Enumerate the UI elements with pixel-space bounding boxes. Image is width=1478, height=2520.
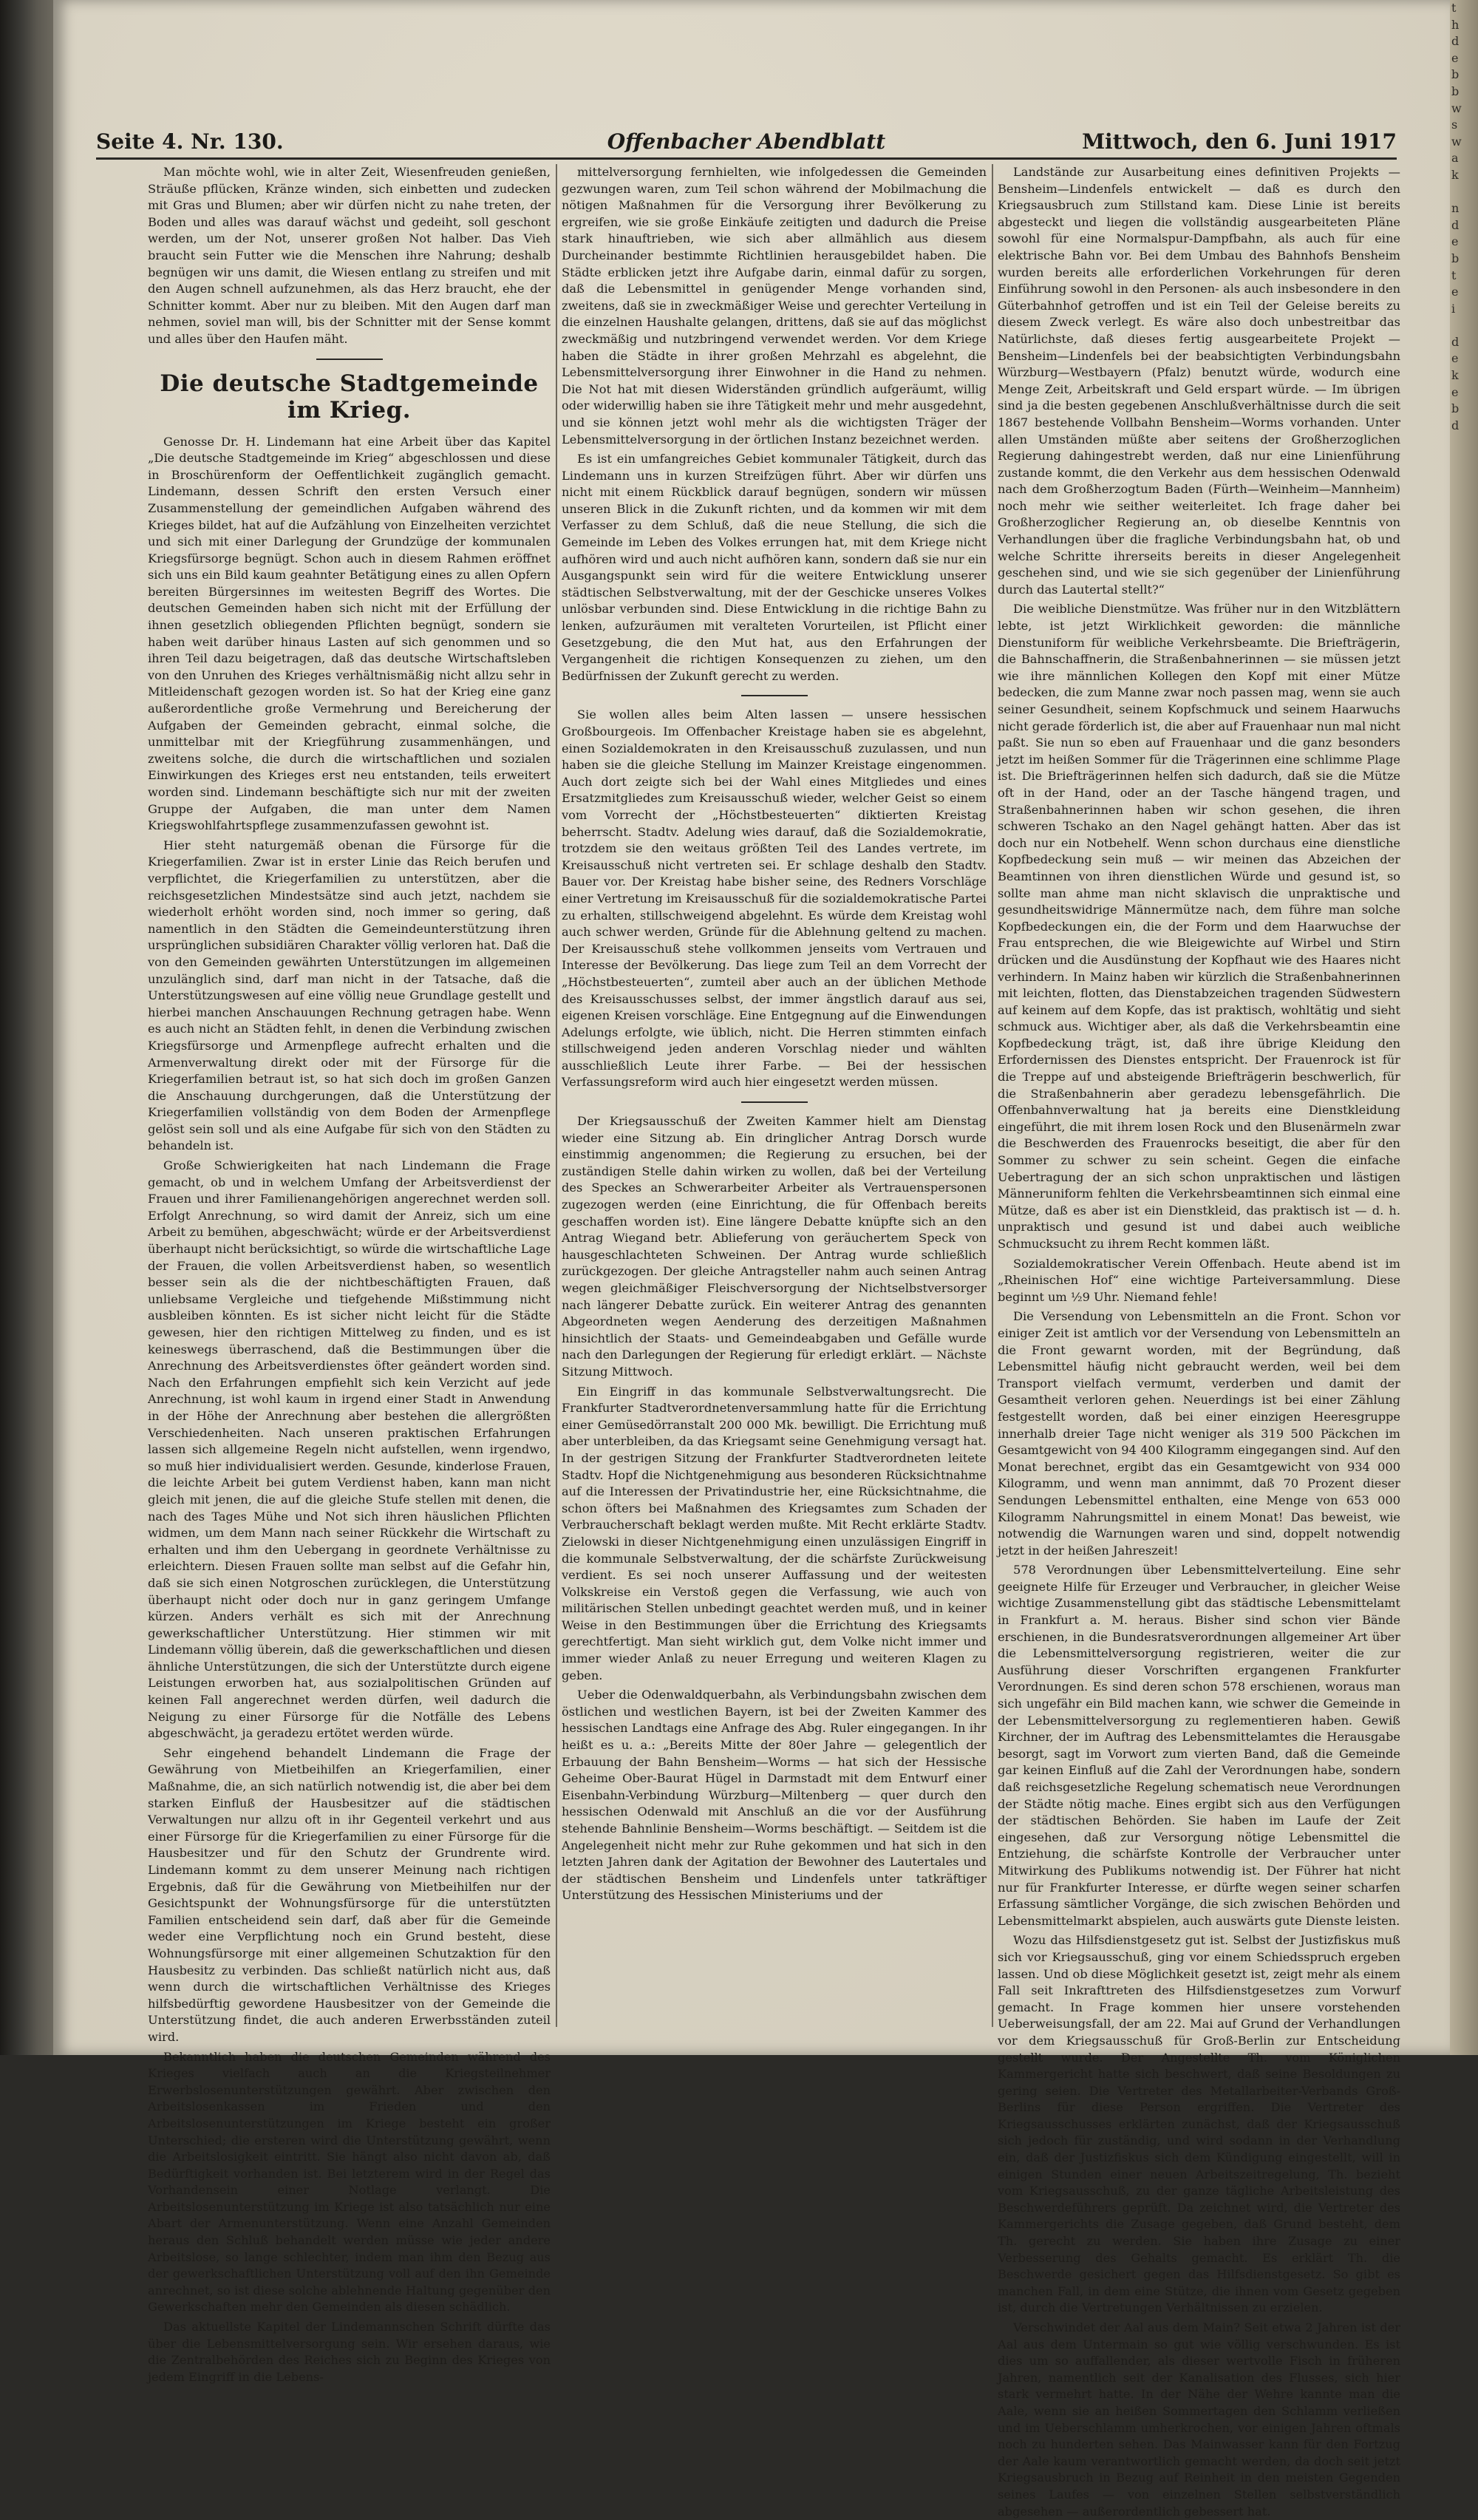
article-separator <box>316 359 383 360</box>
column-1 <box>148 164 551 2384</box>
article-text: Hier steht naturgemäß obenan die Fürsorge für die Kriegerfamilien. Zwar ist in erster Linie das Reich berufen und verpflichtet, die Kriegerfamilien zu unterstützen, aber die reichsgesetzlichen Mindestsätze sind auch jetzt, nachdem sie wiederholt erhöht worden sind, noch immer so gering, daß namentlich in den Städten die Gemeindeunterstützung ihren ursprünglichen subsidiären Charakter völlig verloren hat. Daß die von den Gemeinden gewährten Unterstützungen im allgemeinen unzulänglich sind, darf man nicht in der Tatsache, daß die Unterstützungswesen auf eine völlig neue Grundlage gestellt und hierbei manchen Anschauungen Rechnung getragen habe. Wenn es auch nicht an Städten fehlt, in denen die Verbindung zwischen Kriegsfürsorge und Armenpflege aufrecht erhalten und die Armenverwaltung direkt oder mit der Fürsorge für die Kriegerfamilien betraut ist, so hat sich doch im großen Ganzen die Anschauung durchgerungen, daß die Unterstützung der Kriegerfamilien vollständig von dem Boden der Armenpflege gelöst sein soll und als eine Aufgabe für sich von den Städten zu behandeln ist. <box>148 838 551 1153</box>
article-text: Sie wollen alles beim Alten lassen — unsere hessischen Großbourgeois. Im Offenbacher Kreistage haben sie es abgelehnt, einen Sozialdemokraten in den Kreisausschuß zuzulassen, und nun haben sie die gleiche Stellung im Mainzer Kreistage eingenommen. Auch dort zeigte sich bei der Wahl eines Mitgliedes und eines Ersatzmitgliedes zum Kreisausschuß wieder, welcher Geist so einem vom Vorrecht der „Höchstbesteuerten“ diktierten Kreistag beherrscht. Stadtv. Adelung wies darauf, daß die Sozialdemokratie, trotzdem sie den weitaus größten Teil des Landes vertrete, im Kreisausschuß nicht vertreten sei. Er schlage deshalb den Stadtv. Bauer vor. Der Kreistag habe bisher seine, des Redners Vorschläge einer Vertretung im Kreisausschuß für die sozialdemokratische Partei zu erhalten, stillschweigend abgelehnt. Es würde dem Kreistag wohl auch schwer werden, Gründe für die Ablehnung geltend zu machen. Der Kreisausschuß stehe vollkommen jenseits vom Vertrauen und Interesse der Bevölkerung. Das liege zum Teil an dem Vorrecht der „Höchstbesteuerten“, zumteil aber auch an der üblichen Methode des Kreisausschusses selbst, der immer ängstlich darauf aus sei, eigenen Kreisen vorschläge. Eine Entgegnung auf die Einwendungen Adelungs erfolgte, wie üblich, nicht. Die Herren stimmten einfach stillschweigend jeden anderen Vorschlag nieder und wählten ausschließlich Leute ihrer Farbe. — Bei der hessischen Verfassungsreform wird auch hier eingesetzt werden müssen. <box>562 707 987 1090</box>
article-text: Wozu das Hilfsdienstgesetz gut ist. Selbst der Justizfiskus muß sich vor Kriegsausschuß, ging vor einem Schiedsspruch ergeben lassen. Und ob diese Möglichkeit gesetzt ist, zeigt mehr als einem Fall seit Inkrafttreten des Hilfsdienstgesetzes zum Vorwurf gemacht. In Frage kommen hier unsere vorstehenden Ueberweisungsfall, der am 22. Mai auf Grund der Verhandlungen vor dem Kriegsausschuß für Groß-Berlin zur Entscheidung gestellt wurde. Der Angestellte Th. vom Königlichen Kammergericht hatte sich beschwert, daß seine Besoldungen zu gering seien. Die Vertreter des Metallarbeiter-Verbands Groß-Berlins für diese Person ergriffen. Die Vertreter des Kriegsausschusses erklärten zunächst, daß der Kriegsausschuß sich jedoch für zuständig, und wird sodann in der Verhandlung ein, daß der Justizfiskus sich dem Kündigung eingestellt, will in einigen Stunden einer neuen Arbeitszeitregelung, Th. bezieht vom Kriegsausschuß, zu der ganze tägliche Arbeitsleistung des Beschwerdeführers geprüft. Da zeichnet wird, die Vertreter des Kammergerichts die Zusage gegeben, daß Grund besteht, dem Th. gerecht zu werden. Sie haben ihre Zusage zu einer Verbesserung des Gehalts gemacht. Es erklärt Th. die Beschwerde gesichert gegen das Hilfsdienstgesetz. So gibt es manchen Fall, in dem eine Stütze, die ihnen vom Gesetz gegeben ist, durch die Vertretungen Verhältnissen zu erzielen. <box>998 1933 1400 2315</box>
article-text: Genosse Dr. H. Lindemann hat eine Arbeit über das Kapitel „Die deutsche Stadtgemeinde im Krieg“ abgeschlossen und diese in Broschürenform der Oeffentlichkeit zugänglich gemacht. Lindemann, dessen Schrift den ersten Versuch einer Zusammenstellung der gemeindlichen Aufgaben während des Krieges bildet, hat auf die Aufzählung von Einzelheiten verzichtet und sich mit einer Darlegung der Grundzüge der kommunalen Kriegsfürsorge begnügt. Schon auch in diesem Rahmen eröffnet sich uns ein Bild kaum geahnter Betätigung eines zu allen Opfern bereiten Bürgersinnes im weitesten Begriff des Wortes. Die deutschen Gemeinden haben sich nicht mit der Erfüllung der ihnen gesetzlich obliegenden Pflichten begnügt, sondern sie haben weit darüber hinaus Lasten auf sich genommen und so ihren Teil dazu beigetragen, daß das deutsche Wirtschaftsleben von den Unruhen des Krieges verhältnismäßig nicht allzu sehr in Mitleidenschaft gezogen worden ist. So hat der Krieg eine ganz außerordentliche große Vermehrung und Bereicherung der Aufgaben der Gemeinden gebracht, einmal solche, die unmittelbar mit der Kriegführung zusammenhängen, und zweitens solche, die durch die wirtschaftlichen und sozialen Einwirkungen des Krieges erst neu entstanden, teils erweitert worden sind. Lindemann beschäftigte sich nur mit der zweiten Gruppe der Aufgaben, die man unter dem Namen Kriegswohlfahrtspflege zusammenzufassen gewohnt ist. <box>148 434 551 833</box>
article-text: mittelversorgung fernhielten, wie infolgedessen die Gemeinden gezwungen waren, zum Teil schon während der Mobilmachung die nötigen Maßnahmen für die Versorgung ihrer Bevölkerung zu ergreifen, wie sie große Einkäufe zeitigten und dadurch die Preise stark hinauftrieben, wie sich aber allmählich aus diesem Durcheinander bestimmte Richtlinien herausgebildet haben. Die Städte erblicken jetzt ihre Aufgabe darin, einmal dafür zu sorgen, daß die Lebensmittel in genügender Menge vorhanden sind, zweitens, daß sie in zweckmäßiger Weise und gerechter Verteilung in die einzelnen Haushalte gelangen, drittens, daß sie auf das möglichst zweckmäßig und nutzbringend verwendet werden. Vor dem Kriege haben die Städte in ihrer großen Mehrzahl es abgelehnt, die Lebensmittelversorgung ihrer Einwohner in die Hand zu nehmen. Die Not hat mit diesen Widerständen gründlich aufgeräumt, willig oder widerwillig haben sie ihre Tätigkeit mehr und mehr ausgedehnt, und sie können jetzt wohl mehr als die wichtigsten Träger der Lebensmittelversorgung in der örtlichen Instanz bezeichnet werden. <box>562 165 987 446</box>
article-text: Bekanntlich haben die deutschen Gemeinden während des Krieges vielfach auch an die Kriegsteilnehmer Erwerbslosenunterstützungen gewährt. Aber zwischen den Arbeitslosenkassen im Frieden und den Arbeitslosenunterstützungen im Kriege besteht ein großer Unterschied; die ersteren wird die Unterstützung gewährt, wenn die Arbeitslosigkeit eintritt. Sie hängt also nicht davon ab, daß Bedürftigkeit vorhanden ist. Bei letzterem wird in der Regel das Vorhandensein einer Notlage verlangt. Die Arbeitslosenunterstützung im Kriege ist also tatsächlich nur eine Abart der Armenunterstützung. Wenn eine Anzahl Gemeinden heraus den Schluß behandelt werden müsse wie jeder andere Arbeitslose, so lange schlechter, indem man ihm den Bezug aus der gewerkschaftlichen Unterstützung voll auf den ihn Gemeinde anrechnet, so ist diese solche ablehnende Haltung gegenüber den Gewerkschaften mehr den Gemeinden als diesen schädlich. <box>148 2049 551 2314</box>
article-text: 578 Verordnungen über Lebensmittelverteilung. Eine sehr geeignete Hilfe für Erzeuger und Verbraucher, in gleicher Weise wichtige Zusammenstellung gibt das städtische Lebensmittelamt in Frankfurt a. M. heraus. Bisher sind schon vier Bände erschienen, in die Bundesratsverordnungen allgemeiner Art über die Lebensmittelversorgung registrieren, weiter die zur Ausführung dieser Vorschriften ergangenen Frankfurter Verordnungen. Es sind deren schon 578 erschienen, woraus man sich ungefähr ein Bild machen kann, wie schwer die Gemeinde in der Lebensmittelversorgung zu reglementieren haben. Gewiß Kirchner, der im Auftrag des Lebensmittelamtes die Herausgabe besorgt, sagt im Vorwort zum vierten Band, daß die Gemeinde gar keinen Einfluß auf die Zahl der Verordnungen habe, sondern daß reichsgesetzliche Regelung schematisch neue Verordnungen der Städte nötig mache. Eines ergibt sich aus den Verfügungen der städtischen Behörden. Sie haben im Laufe der Zeit eingesehen, daß zur Versorgung nötige Lebensmittel die Entziehung, die schärfste Kontrolle der Verbraucher unter Mitwirkung des Publikums notwendig ist. Der Führer hat nicht nur für Frankfurter Interesse, er dürfte wegen seiner scharfen Erfassung sämtlicher Vorgänge, die sich zwischen Behörden und Lebensmittelmarkt abspielen, auch auswärts gute Dienste leisten. <box>998 1563 1400 1928</box>
masthead: Offenbacher Abendblatt <box>607 129 886 154</box>
column-divider <box>992 164 993 2027</box>
article-text: Sozialdemokratischer Verein Offenbach. Heute abend ist im „Rheinischen Hof“ eine wichtige Parteiversammlung. Diese beginnt um ½9 Uhr. Niemand fehle! <box>998 1256 1400 1304</box>
page-header <box>96 129 1397 159</box>
article-separator <box>741 1101 808 1103</box>
article-text: Der Kriegsausschuß der Zweiten Kammer hielt am Dienstag wieder eine Sitzung ab. Ein dringlicher Antrag Dorsch wurde einstimmig angenommen; die Regierung zu ersuchen, bei der zuständigen Stelle dahin wirken zu wollen, daß bei der Verteilung des Speckes an Schwerarbeiter Arbeiter als Vertrauenspersonen zugezogen werden (eine Einrichtung, die für Offenbach bereits geschaffen worden ist). Eine längere Debatte knüpfte sich an den Antrag Wiegand betr. Ablieferung von geräuchertem Speck von hausgeschlachteten Schweinen. Der Antrag wurde schließlich zurückgezogen. Der gleiche Antragsteller nahm auch seinen Antrag wegen gleichmäßiger Fleischversorgung der Nichtselbstversorger nach längerer Debatte zurück. Ein weiterer Antrag des genannten Abgeordneten wegen Aenderung des derzeitigen Maßnahmen hinsichtlich der Staats- und Gemeindeabgaben und Gefälle wurde nach den Darlegungen der Regierung für erledigt erklärt. — Nächste Sitzung Mittwoch. <box>562 1114 987 1379</box>
book-binding <box>0 0 53 2055</box>
adjacent-page-fragment: t h d e b b w s w a k n d e b t e i d e k e b d <box>1451 1 1462 432</box>
article-text: Ueber die Odenwaldquerbahn, als Verbindungsbahn zwischen dem östlichen und westlichen Bayern, ist bei der Zweiten Kammer des hessischen Landtags eine Anfrage des Abg. Ruler eingegangen. In ihr heißt es u. a.: „Bereits Mitte der 80er Jahre — gelegentlich der Erbauung der Bahn Bensheim—Worms — hat sich der Hessische Geheime Ober-Baurat Hügel in Darmstadt mit dem Entwurf einer Eisenbahn-Verbindung Würzburg—Miltenberg — quer durch den hessischen Odenwald mit Anschluß an die vor der Ausführung stehende Bahnlinie Bensheim—Worms beschäftigt. — Seitdem ist die Angelegenheit nicht mehr zur Ruhe gekommen und hat sich in den letzten Jahren dank der Agitation der Bewohner des Lautertales und der städtischen Bensheim und Lindenfels unter tatkräftiger Unterstützung des Hessischen Ministeriums und der <box>562 1688 987 1903</box>
article-text: Das aktuellste Kapitel der Lindemannschen Schrift dürfte das über die Lebensmittelversorgung sein. Wir ersehen daraus, wie die Zentralbehörden des Reiches sich zu Beginn des Krieges von jedem Eingriff in die Lebens- <box>148 2320 551 2384</box>
article-text: Es ist ein umfangreiches Gebiet kommunaler Tätigkeit, durch das Lindemann uns in kurzen Streifzügen führt. Aber wir dürfen uns nicht mit einem Rückblick darauf begnügen, sondern wir müssen unseren Blick in die Zukunft richten, und da kommen wir mit dem Verfasser zu dem Schluß, daß die neue Stellung, die sich die Gemeinde im Leben des Volkes errungen hat, mit dem Kriege nicht aufhören wird und auch nicht aufhören kann, sondern daß sie nur ein Ausgangspunkt sein wird für die weitere Entwicklung unserer städtischen Selbstverwaltung, mit der der Geschicke unseres Volkes unlösbar verbunden sind. Diese Entwicklung in die richtige Bahn zu lenken, aufzuräumen mit veralteten Vorurteilen, ist Pflicht einer Gesetzgebung, die den Mut hat, aus den Erfahrungen der Vergangenheit die richtigen Konsequenzen zu ziehen, um den Bedürfnissen der Zukunft gerecht zu werden. <box>562 452 987 683</box>
article-text: Die Versendung von Lebensmitteln an die Front. Schon vor einiger Zeit ist amtlich vor der Versendung von Lebensmitteln an die Front gewarnt worden, mit der Begründung, daß Lebensmittel häufig nicht gebraucht werden, weil bei dem Transport vielfach vermumt, verderben und damit der Gesamtheit verloren gehen. Neuerdings ist bei einer Zählung festgestellt worden, daß bei einer einzigen Heeresgruppe innerhalb dreier Tage nicht weniger als 319 500 Päckchen im Gesamtgewicht von 94 400 Kilogramm eingegangen sind. Auf den Monat berechnet, ergibt das ein Gesamtgewicht von 934 000 Kilogramm, und wenn man annimmt, daß 70 Prozent dieser Sendungen Lebensmittel enthalten, eine Menge von 653 000 Kilogramm Nahrungsmittel in einem Monat! Das beweist, wie notwendig die Warnungen waren und sind, doppelt notwendig jetzt in der heißen Jahreszeit! <box>998 1309 1400 1558</box>
article-headline: Die deutsche Stadtgemeinde im Krieg. <box>160 370 539 424</box>
article-text: Die weibliche Dienstmütze. Was früher nur in den Witzblättern lebte, ist jetzt Wirklichkeit geworden: die männliche Dienstuniform für weibliche Verkehrsbeamte. Die Briefträgerin, die Bahnschaffnerin, die Straßenbahnerinnen — sie müssen jetzt wie ihre männlichen Kollegen den Kopf mit einer Mütze bedecken, die zum Manne zwar noch passen mag, wenn sie auch seiner Gesundheit, seinem Kopfschmuck und seinem Haarwuchs nicht gerade förderlich ist, die aber auf Frauenhaar nun mal nicht paßt. Sie nun so eben auf Frauenhaar und die ganz besonders jetzt im heißen Sommer für die Trägerinnen eine schlimme Plage ist. Die Briefträgerinnen helfen sich dadurch, daß sie die Mütze oft in der Hand, oder an der Tasche hängend tragen, und Straßenbahnerinnen haben wir schon gesehen, die ihren schweren Tschako an den Nagel gehängt hatten. Aber das ist doch nur ein Notbehelf. Wenn schon durchaus eine dienstliche Kopfbedeckung sein muß — wir meinen das Abzeichen der Beamtinnen von ihren dienstlichen Würde und gesund ist, so sollte man ahme man nicht sklavisch die unpraktische und gesundheitswidrige Männermütze nach, dem führe man solche Kopfbedeckungen ein, die der Form und dem Haarwuchse der Frau entsprechen, die wie Bleigewichte auf Wirbel und Stirn drücken und die Ausdünstung der Kopfhaut wie des Haares nicht verhindern. In Mainz haben wir kürzlich die Straßenbahnerinnen mit leichten, flotten, das Dienstabzeichen tragenden Südwestern auf keinem auf dem Kopfe, das ist praktisch, wohltätig und sieht schmuck aus. Wichtiger aber, als daß die Verkehrsbeamtin eine Kopfbedeckung trägt, ist, daß ihre übrige Kleidung den Erfordernissen des Dienstes entspricht. Der Frauenrock ist für die Treppe auf und absteigende Briefträgerin beschwerlich, für die Straßenbahnerin aber geradezu lebensgefährlich. Die Offenbahnverwaltung hat ja bereits eine Dienstkleidung eingeführt, die mit ihrem losen Rock und den Blusenärmeln zwar die Beschwerden des Frauenrocks beseitigt, die aber für den Sommer zu schwer zu sein scheint. Gegen die einfache Uebertragung der an sich schon unpraktischen und lästigen Männeruniform fehlten die Verkehrsbeamtinnen sich einmal eine Mütze, daß es aber ist ein Dienstkleid, das praktisch ist — d. h. unpraktisch und gesund ist und dabei auch weibliche Schmucksucht zu ihrem Recht kommen läßt. <box>998 602 1400 1251</box>
article-text: Ein Eingriff in das kommunale Selbstverwaltungsrecht. Die Frankfurter Stadtverordnetenversammlung hatte für die Errichtung einer Gemüsedörranstalt 200 000 Mk. bewilligt. Die Errichtung muß aber unterbleiben, da das Kriegsamt seine Genehmigung versagt hat. In der gestrigen Sitzung der Frankfurter Stadtverordneten leitete Stadtv. Hopf die Nichtgenehmigung aus besonderen Rücksichtnahme auf die Interessen der Privatindustrie her, eine Rücksichtnahme, die schon öfters bei Maßnahmen des Kriegsamtes zum Schaden der Verbraucherschaft beklagt werden mußte. Mit Recht erklärte Stadtv. Zielowski in dieser Nichtgenehmigung einen unzulässigen Eingriff in die kommunale Selbstverwaltung, der die schärfste Zurückweisung verdient. Es sei noch unserer Auffassung und der weitesten Volkskreise ein Verstoß gegen die Verfassung, wie auch von militärischen Stellen unbedingt geachtet werden muß, und in keiner Weise in den Bestimmungen über die Errichtung des Kriegsamts gerechtfertigt. Man sieht wirklich gut, dem Volke nicht immer und immer wieder Anlaß zu neuer Erregung und weiteren Klagen zu geben. <box>562 1384 987 1682</box>
issue-date: Mittwoch, den 6. Juni 1917 <box>1082 129 1397 154</box>
header-rule <box>96 157 1397 160</box>
article-text: Landstände zur Ausarbeitung eines definitiven Projekts — Bensheim—Lindenfels entwickelt — daß es durch den Kriegsausbruch zum Stillstand kam. Diese Linie ist bereits abgesteckt und liegen die vollständig ausgearbeiteten Pläne sowohl für eine Normalspur-Dampfbahn, als auch für eine elektrische Bahn vor. Bei dem Umbau des Bahnhofs Bensheim wurden bereits alle erforderlichen Vorkehrungen für deren Einführung sowohl in den Personen- als auch insbesondere in den Güterbahnhof getroffen und ist ein Teil der Geleise bereits zu diesem Zweck verlegt. Es wäre also doch unbestreitbar das Natürlichste, daß dieses fertig ausgearbeitete Projekt — Bensheim—Lindenfels bei der beabsichtigten Verbindungsbahn Würzburg—Westbayern (Pfalz) benutzt würde, wodurch eine Menge Zeit, Arbeitskraft und Geld erspart würde. — Im übrigen sind ja die besten gegebenen Anschlußverhältnisse durch die seit 1867 bestehende Vollbahn Bensheim—Worms vorhanden. Unter allen Umständen müßte aber seitens der Großherzoglichen Regierung dahingestrebt werden, daß nur eine Linienführung zustande kommt, die den Verkehr aus dem hessischen Odenwald nach dem Großherzogtum Baden (Fürth—Weinheim—Mannheim) noch mehr wie seither weiterleitet. Ich frage daher bei Großherzoglicher Regierung an, ob dieselbe Kenntnis von Verhandlungen über die fragliche Verbindungsbahn hat, ob und welche Schritte ihrerseits bereits in dieser Angelegenheit geschehen sind, und wie sie sich gegenüber der Linienführung durch das Lautertal stellt?“ <box>998 165 1400 597</box>
column-3 <box>998 164 1400 2519</box>
column-2 <box>562 164 987 2027</box>
column-divider <box>556 164 557 2027</box>
article-text: Sehr eingehend behandelt Lindemann die Frage der Gewährung von Mietbeihilfen an Kriegerfamilien, einer Maßnahme, die, an sich natürlich notwendig ist, die aber bei dem starken Einfluß der Hausbesitzer auf die städtischen Verwaltungen nur allzu oft in ihr Gegenteil verkehrt und aus einer Fürsorge für die Kriegerfamilien zu einer Fürsorge für die Hausbesitzer und für den Schutz der Grundrente wird. Lindemann kommt zu dem unserer Meinung nach richtigen Ergebnis, daß für die Gewährung von Mietbeihilfen nur der Gesichtspunkt der Wohnungsfürsorge für die unterstützten Familien entscheidend sein darf, daß aber für die Gemeinde weder eine Verpflichtung noch ein Grund besteht, diese Wohnungsfürsorge mit einer allgemeinen Schutzaktion für den Hausbesitz zu verbinden. Das schließt natürlich nicht aus, daß wenn durch die wirtschaftlichen Verhältnisse des Krieges hilfsbedürftig gewordene Hausbesitzer von der Gemeinde die Unterstützung findet, die auch anderen Erwerbsständen zuteil wird. <box>148 1745 551 2044</box>
article-text: Verschwindet der Aal aus dem Main? Seit etwa 2 Jahren ist der Aal aus dem Untermain so gut wie völlig verschwunden. Es ist dies um so auffallender, als dieser wertvolle Fisch in früheren Jahren, namentlich seit der Kanalisation des Flusses, sich hier stark vermehrt hatte. In der Nähe der Wehre kannte man die Aale, wenn sie an heißen Sommertagen den Schlamm verließen und im Ueberschlamm umherkrochen, vor einigen Jahren oftmals noch zu hunderten sehen. Das Mainwasser kann für den Fortzug der Aale kaum verantwortlich gemacht werden, da doch seit jetzt Kriegsausbruch in Bezug auf Reinheit in den meisten Gegenden seines Laufes — von einzelnen Stellen selbstverständlich abgesehen — außerordentlich gebessert hat. <box>998 2320 1400 2519</box>
article-text: Man möchte wohl, wie in alter Zeit, Wiesenfreuden genießen, Sträuße pflücken, Kränze winden, sich einbetten und zudecken mit Gras und Blumen; aber wir dürfen nicht zu nahe treten, der Boden und alles was darauf wächst und gedeiht, soll geschont werden, um der Not, unserer großen Not halber. Das Vieh braucht sein Futter wie die Menschen ihre Nahrung; deshalb begnügen wir uns damit, die Wiesen entlang zu streifen und mit den Augen schnell aufzunehmen, als das Herz braucht, ehe der Schnitter kommt. Aber nur zu bleiben. Mit den Augen darf man nehmen, soviel man will, bis der Schnitter mit der Sense kommt und alles über den Haufen mäht. <box>148 165 551 346</box>
article-text: Große Schwierigkeiten hat nach Lindemann die Frage gemacht, ob und in welchem Umfang der Arbeitsverdienst der Frauen und ihrer Familienangehörigen angerechnet werden soll. Erfolgt Anrechnung, so wird damit der Anreiz, sich um eine Arbeit zu bemühen, abgeschwächt; würde er der Arbeitsverdienst überhaupt nicht berücksichtigt, so würde die wirtschaftliche Lage der Frauen, die vollen Arbeitsverdienst haben, so wesentlich besser sein als die der nichtbeschäftigten Frauen, daß unliebsame Vergleiche und tiefgehende Mißstimmung nicht ausbleiben könnten. Es ist sicher nicht leicht für die Städte gewesen, hier den richtigen Mittelweg zu finden, und es ist keineswegs überraschend, daß die Bestimmungen über die Anrechnung des Arbeitsverdienstes öfter geändert worden sind. Nach den Erfahrungen empfiehlt sich kein Verzicht auf jede Anrechnung, ist wohl kaum in irgend einer Stadt in Anwendung in der Höhe der Anrechnung aber bestehen die allergrößten Verschiedenheiten. Nach unseren praktischen Erfahrungen lassen sich allgemeine Regeln nicht aufstellen, wenn irgendwo, so muß hier individualisiert werden. Gesunde, kinderlose Frauen, die leichte Arbeit bei gutem Verdienst haben, kann man nicht gleich mit jenen, die auf die gleiche Stufe stellen mit denen, die nach des Tages Mühe und Not sich ihren häuslichen Pflichten widmen, um dem Mann nach seiner Rückkehr die Wirtschaft zu erhalten und ihm den Uebergang in geordnete Verhältnisse zu erleichtern. Diesen Frauen sollte man selbst auf die Gefahr hin, daß sie sich einen Notgroschen zurücklegen, die Unterstützung überhaupt nicht oder doch nur in ganz geringem Umfange kürzen. Anders verhält es sich mit der Anrechnung gewerkschaftlicher Unterstützung. Hier stimmen wir mit Lindemann völlig überein, daß die gewerkschaftlichen und diesen ähnliche Unterstützungen, die sich der Unterstützte durch eigene Leistungen erworben hat, aus sozialpolitischen Gründen auf keinen Fall angerechnet werden dürfen, weil dadurch die Neigung zu einer Fürsorge für die Notfälle des Lebens abgeschwächt, ja geradezu ertötet werden würde. <box>148 1158 551 1741</box>
page-number: Seite 4. Nr. 130. <box>96 129 284 154</box>
article-separator <box>741 695 808 696</box>
